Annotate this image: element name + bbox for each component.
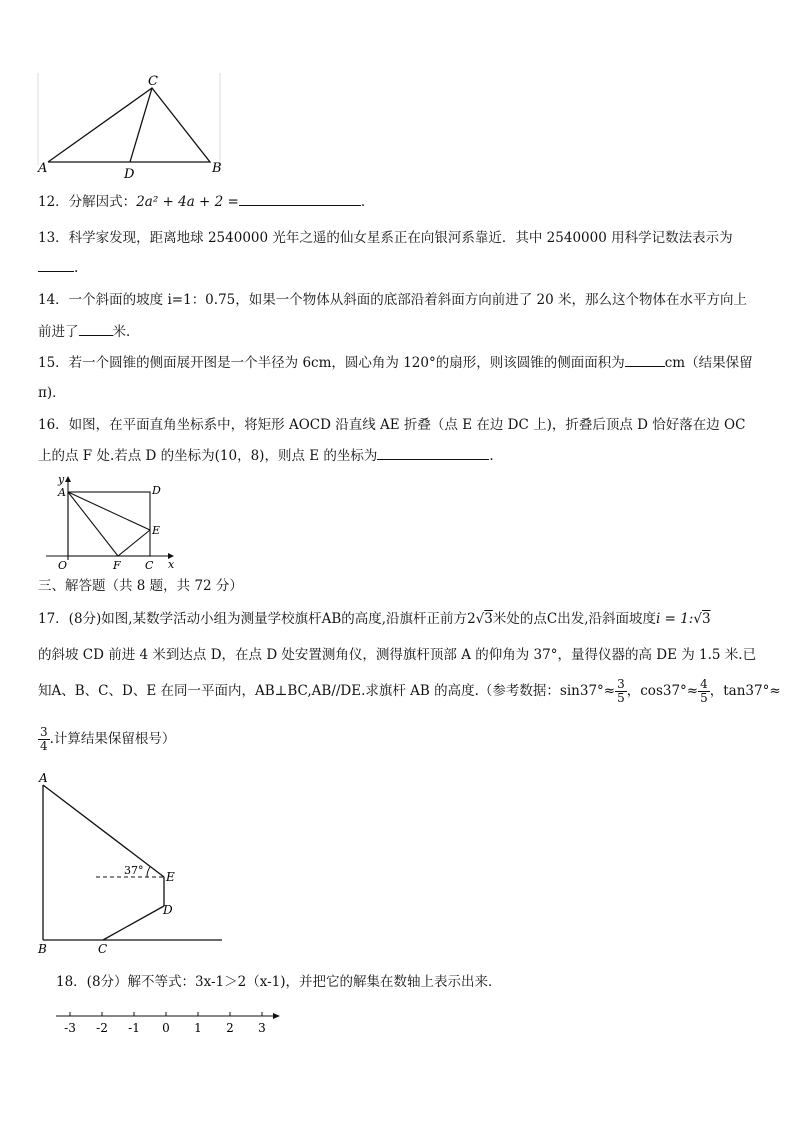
question-15: 15．若一个圆锥的侧面展开图是一个半径为 6cm，圆心角为 120°的扇形，则该圆锥的侧面面积为 cm（结果保留 <box>38 355 753 371</box>
question-13: 13．科学家发现，距离地球 2540000 光年之遥的仙女星系正在向银河系靠近．其中 2540000 用科学记数法表示为 <box>38 230 733 246</box>
coordinate-figure <box>40 472 180 572</box>
label-C: C <box>148 74 158 89</box>
label-A: A <box>38 161 48 176</box>
label-A: A <box>58 486 66 499</box>
fraction-sin: $\frac{3}{5}$ <box>617 677 625 705</box>
question-17-line2: 的斜坡 CD 前进 4 米到达点 D，在点 D 处安置测角仪，测得旗杆顶部 A 的仰角为 37°，量得仪器的高 DE 为 1.5 米.已 <box>38 647 757 663</box>
question-17-line3: 知A、B、C、D、E 在同一平面内，AB⊥BC,AB//DE.求旗杆 AB 的高度.（参考数据：sin37°≈ $\frac{3}{5}$ ，cos37°≈ $\frac{4}{5}$ ，tan37°≈ <box>38 677 781 705</box>
question-14-line2: 前进了 米． <box>38 324 140 340</box>
tick-label: -2 <box>96 1021 108 1035</box>
question-15-line2: π)． <box>38 385 66 401</box>
angle-label: 37° <box>124 864 144 877</box>
flagpole-figure <box>30 770 230 960</box>
label-B: B <box>212 161 222 176</box>
fraction-tan: $\frac{3}{4}$ <box>40 725 48 753</box>
label-C: C <box>145 559 154 572</box>
tick-label: 3 <box>258 1021 266 1035</box>
tick-label: 2 <box>226 1021 234 1035</box>
label-O: O <box>58 559 68 572</box>
section-heading: 三、解答题（共 8 题，共 72 分） <box>38 578 243 594</box>
answer-blank[interactable] <box>79 322 113 336</box>
question-13-answer: . <box>38 258 78 278</box>
tick-label: 1 <box>194 1021 202 1035</box>
label-A: A <box>39 771 48 785</box>
tick-label: -1 <box>128 1021 140 1035</box>
label-C: C <box>98 942 108 956</box>
axis-y-label: y <box>58 473 65 486</box>
question-16-line2: 上的点 F 处.若点 D 的坐标为(10，8)，则点 E 的坐标为 . <box>38 448 494 464</box>
fraction-cos: $\frac{4}{5}$ <box>700 677 708 705</box>
axis-x-label: x <box>168 558 175 571</box>
label-D: D <box>152 484 161 497</box>
tick-label: 0 <box>162 1021 170 1035</box>
question-14: 14．一个斜面的坡度 i=1：0.75，如果一个物体从斜面的底部沿着斜面方向前进了 20 米，那么这个物体在水平方向上 <box>38 292 748 308</box>
answer-blank[interactable] <box>239 192 361 206</box>
label-E: E <box>152 524 161 537</box>
number-line <box>52 1008 284 1042</box>
tick-label: -3 <box>64 1021 76 1035</box>
answer-blank[interactable] <box>38 258 74 272</box>
question-17: 17．(8分)如图,某数学活动小组为测量学校旗杆AB的高度,沿旗杆正前方2√3米处的点C出发,沿斜面坡度i = 1:√3 <box>38 611 711 627</box>
label-D: D <box>124 167 135 180</box>
answer-blank[interactable] <box>377 446 489 460</box>
label-F: F <box>113 559 121 572</box>
label-D: D <box>163 903 173 917</box>
question-17-line4: $\frac{3}{4}$ .计算结果保留根号） <box>40 725 176 753</box>
question-18: 18．(8分）解不等式：3x-1＞2（x-1)，并把它的解集在数轴上表示出来． <box>56 974 502 990</box>
triangle-figure <box>30 70 230 180</box>
label-E: E <box>166 870 175 884</box>
label-B: B <box>38 942 47 956</box>
question-12: 12．分解因式：2a² + 4a + 2 = . <box>38 194 366 210</box>
answer-blank[interactable] <box>625 353 665 367</box>
question-16: 16．如图，在平面直角坐标系中，将矩形 AOCD 沿直线 AE 折叠（点 E 在边 DC 上)，折叠后顶点 D 恰好落在边 OC <box>38 417 746 433</box>
